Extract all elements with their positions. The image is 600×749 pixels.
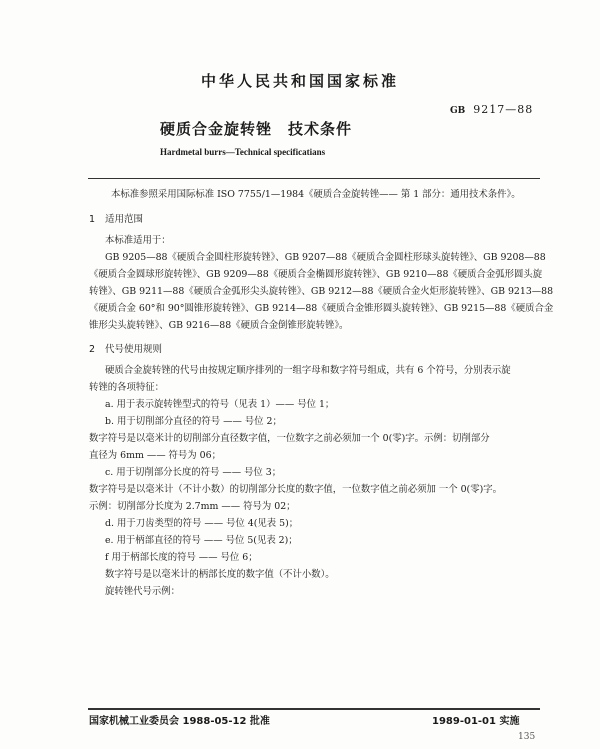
- section-2-item-e: e. 用于柄部直径的符号 —— 号位 5(见表 2)；: [105, 535, 298, 546]
- section-2-line: 转锉的各项特征：: [89, 382, 165, 393]
- section-2-line: 直径为 6mm —— 符号为 06；: [89, 450, 221, 461]
- section-1-line: 转锉》、GB 9211—88《硬质合金弧形尖头旋转锉》、GB 9212—88《硬质合金火炬形旋转锉》、GB 9213—88: [89, 286, 554, 297]
- standard-code: 9217—88: [473, 103, 534, 116]
- section-1-number: 1: [89, 214, 96, 225]
- document-title: [160, 118, 352, 139]
- section-2-line: 硬质合金旋转锉的代号由按规定顺序排列的一组字母和数字符号组成，共有 6 个符号，分别表示旋: [105, 365, 511, 376]
- section-1-heading: [89, 211, 143, 225]
- section-1-lead: 本标准适用于：: [105, 235, 171, 246]
- section-2-item-b: b. 用于切削部分直径的符号 —— 号位 2；: [105, 416, 282, 427]
- english-title: Hardmetal burrs—Technical specificatians: [160, 147, 326, 157]
- standard-number: [450, 103, 533, 116]
- implementation-date: 1989-01-01 实施: [432, 716, 520, 727]
- section-2-line: 示例：切削部分长度为 2.7mm —— 符号为 02；: [89, 501, 296, 512]
- page-number: 135: [518, 732, 536, 742]
- standard-prefix: GB: [450, 106, 466, 116]
- issuing-agency: 中华人民共和国国家标准: [200, 72, 399, 90]
- approval-line: 国家机械工业委员会 1988-05-12 批准: [89, 716, 270, 727]
- header-divider: [88, 178, 540, 179]
- section-1-line: 锥形尖头旋转锉》、GB 9216—88《硬质合金倒锥形旋转锉》。: [89, 320, 349, 331]
- section-2-line: 数字符号是以毫米计（不计小数）的切削部分长度的数字值，一位数字值之前必须加 一个 0(零)字。: [89, 484, 502, 495]
- section-2-line: 旋转锉代号示例：: [105, 586, 181, 597]
- section-2-item-d: d. 用于刀齿类型的符号 —— 号位 4(见表 5)；: [105, 518, 299, 529]
- section-2-heading: [89, 341, 162, 355]
- title-part1: 硬质合金旋转锉: [160, 120, 273, 138]
- section-2-title: 代号使用规则: [105, 344, 163, 355]
- section-2-number: 2: [89, 344, 96, 355]
- section-2-line: 数字符号是以毫米计的柄部长度的数字值（不计小数）。: [105, 569, 335, 580]
- section-1-line: 《硬质合金 60°和 90°圆锥形旋转锉》、GB 9214—88《硬质合金锥形圆头旋转锉》、GB 9215—88《硬质合金: [89, 303, 554, 314]
- intro-paragraph: 本标准参照采用国际标准 ISO 7755/1—1984《硬质合金旋转锉—— 第 1 部分：通用技术条件》。: [111, 189, 521, 200]
- title-part2: 技术条件: [288, 120, 353, 138]
- section-2-item-f: f 用于柄部长度的符号 —— 号位 6；: [105, 552, 258, 563]
- section-1-title: 适用范围: [105, 214, 144, 225]
- section-1-line: 《硬质合金圆球形旋转锉》、GB 9209—88《硬质合金椭圆形旋转锉》、GB 9210—88《硬质合金弧形圆头旋: [89, 269, 543, 280]
- section-2-item-c: c. 用于切削部分长度的符号 —— 号位 3；: [105, 467, 282, 478]
- section-2-item-a: a. 用于表示旋转锉型式的符号（见表 1）—— 号位 1；: [105, 399, 335, 410]
- footer-divider: [88, 708, 540, 710]
- section-1-line: GB 9205—88《硬质合金圆柱形旋转锉》、GB 9207—88《硬质合金圆柱形球头旋转锉》、GB 9208—88: [105, 252, 546, 263]
- section-2-line: 数字符号是以毫米计的切削部分直径数字值，一位数字之前必须加一个 0(零)字。示例：切削部分: [89, 433, 490, 444]
